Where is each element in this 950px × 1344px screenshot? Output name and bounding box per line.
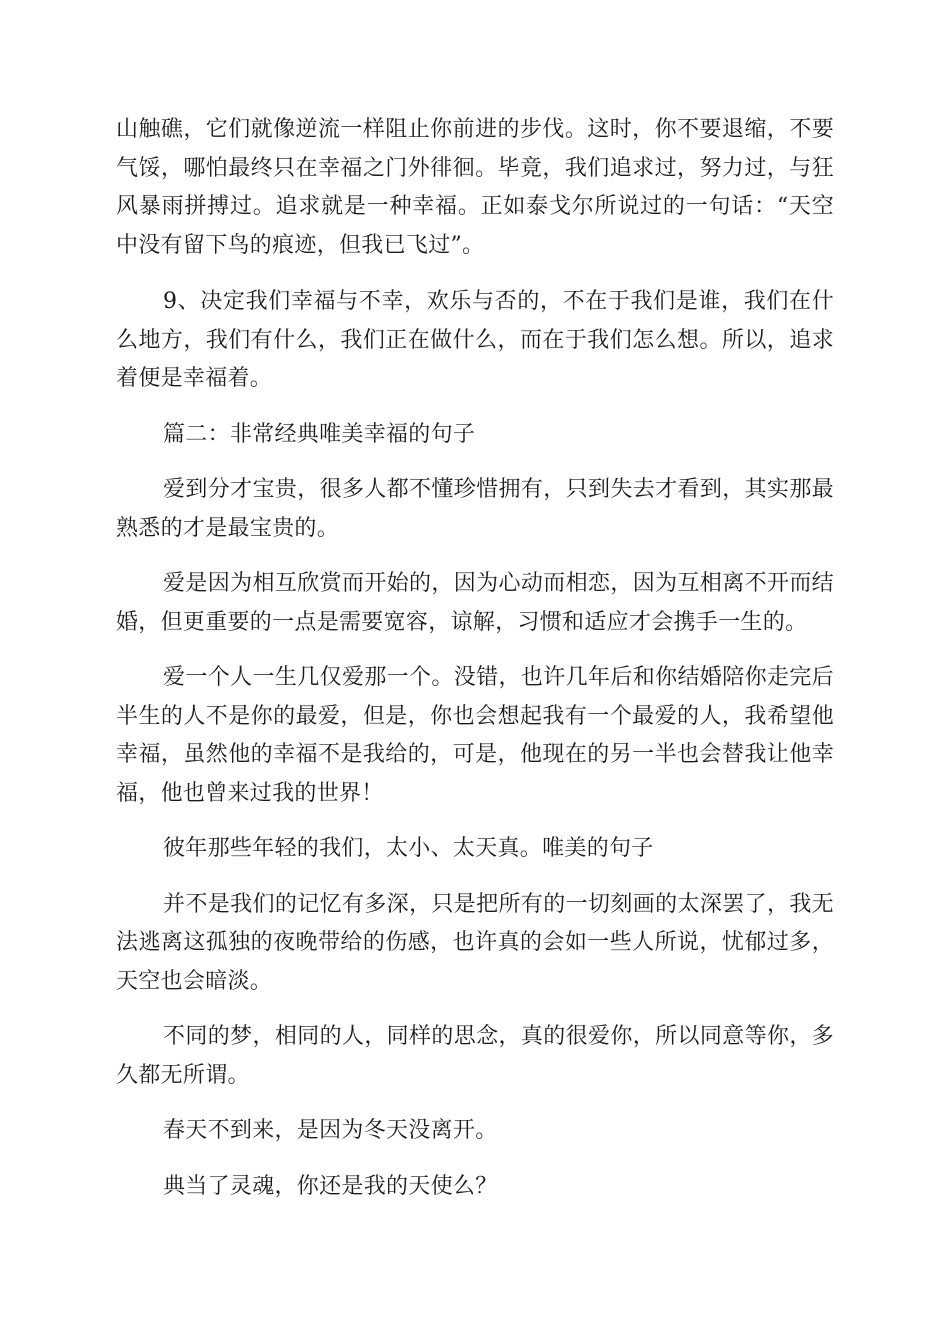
document-body — [116, 111, 834, 1206]
section-heading: 篇二：非常经典唯美幸福的句子 — [163, 421, 476, 447]
paragraph-item-9: 9、决定我们幸福与不幸，欢乐与否的，不在于我们是谁，我们在什么地方，我们有什么，我们正在做什么，而在于我们怎么想。所以，追求着便是幸福着。 — [116, 289, 834, 391]
paragraph: 爱到分才宝贵，很多人都不懂珍惜拥有，只到失去才看到，其实那最熟悉的才是最宝贵的。 — [116, 477, 834, 541]
paragraph: 爱一个人一生几仅爱那一个。没错，也许几年后和你结婚陪你走完后半生的人不是你的最爱，但是，你也会想起我有一个最爱的人，我希望他幸福，虽然他的幸福不是我给的，可是，他现在的另一半也会替我让他幸福，他也曾来过我的世界！ — [116, 665, 834, 806]
paragraph-continuation: 山触礁，它们就像逆流一样阻止你前进的步伐。这时，你不要退缩，不要气馁，哪怕最终只在幸福之门外徘徊。毕竟，我们追求过，努力过，与狂风暴雨拼搏过。追求就是一种幸福。正如泰戈尔所说过的一句话：“天空中没有留下鸟的痕迹，但我已飞过”。 — [116, 117, 834, 258]
paragraph: 典当了灵魂，你还是我的天使么？ — [163, 1173, 498, 1199]
paragraph: 不同的梦，相同的人，同样的思念，真的很爱你，所以同意等你，多久都无所谓。 — [116, 1024, 834, 1088]
paragraph: 彼年那些年轻的我们，太小、太天真。唯美的句子 — [163, 836, 654, 861]
paragraph: 春天不到来，是因为冬天没离开。 — [163, 1118, 498, 1143]
paragraph: 爱是因为相互欣赏而开始的，因为心动而相恋，因为互相离不开而结婚，但更重要的一点是需要宽容，谅解，习惯和适应才会携手一生的。 — [116, 571, 834, 635]
paragraph: 并不是我们的记忆有多深，只是把所有的一切刻画的太深罢了，我无法逃离这孤独的夜晚带给的伤感，也许真的会如一些人所说，忧郁过多，天空也会暗淡。 — [116, 891, 834, 994]
